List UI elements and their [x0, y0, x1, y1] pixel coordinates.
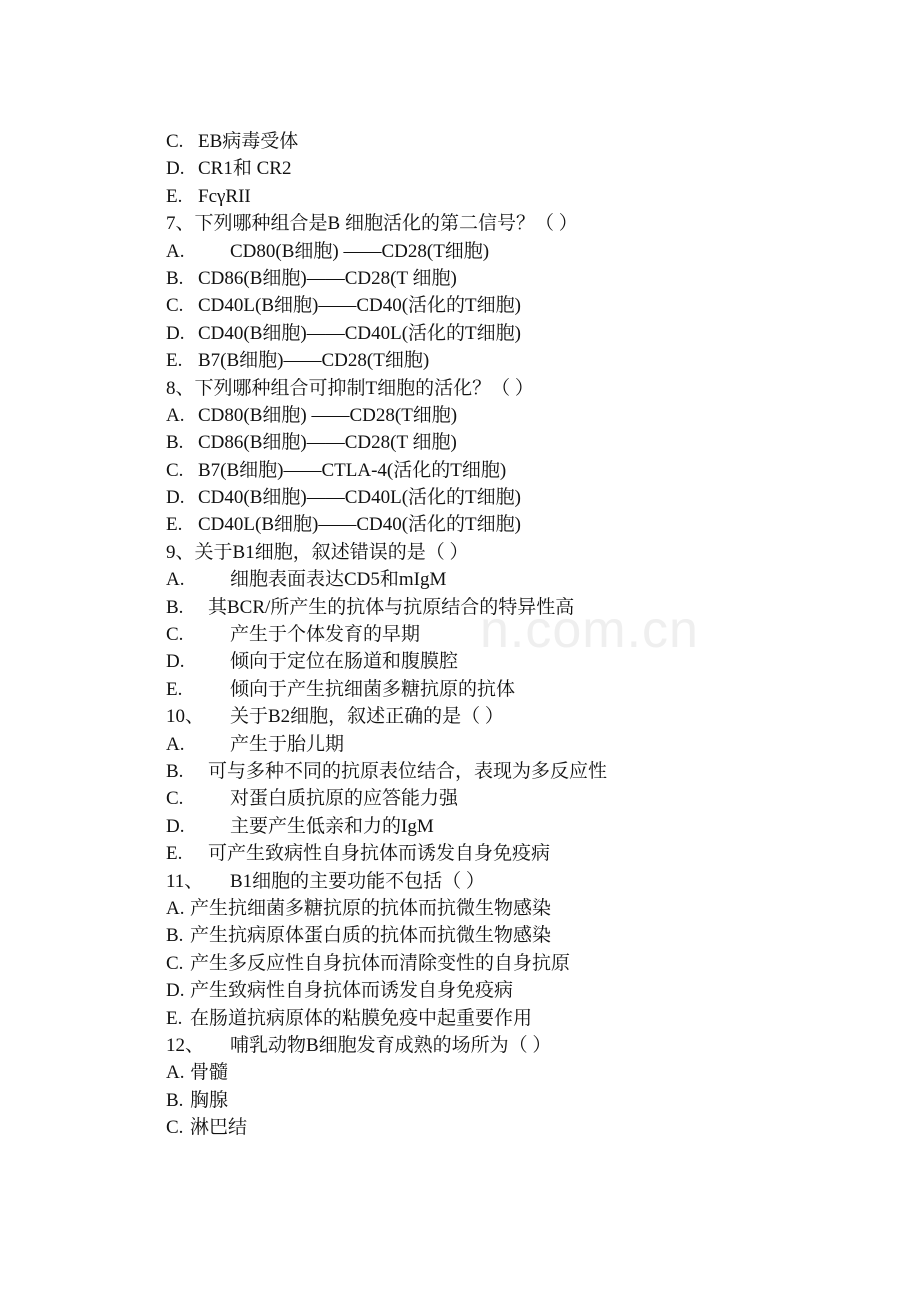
option-letter: D.	[166, 487, 185, 509]
option-text: CD80(B细胞) ——CD28(T细胞)	[198, 404, 458, 426]
option-text: CD86(B细胞)——CD28(T 细胞)	[198, 267, 457, 289]
option-text: 淋巴结	[190, 1117, 248, 1139]
option-text: 胸腺	[190, 1089, 229, 1111]
question-stem	[166, 539, 886, 566]
option-letter: E.	[166, 350, 183, 372]
answer-option	[166, 1114, 886, 1141]
answer-option	[166, 1005, 886, 1032]
option-text: 产生于胎儿期	[230, 733, 345, 755]
option-letter: B.	[166, 596, 184, 618]
option-text: 其BCR/所产生的抗体与抗原结合的特异性高	[208, 596, 575, 618]
option-text: 骨髓	[190, 1062, 229, 1084]
question-number: 10、	[166, 706, 205, 728]
question-number: 9、	[166, 541, 195, 563]
option-letter: B.	[166, 760, 184, 782]
option-letter: D.	[166, 651, 185, 673]
answer-option	[166, 950, 886, 977]
option-letter: E.	[166, 514, 183, 536]
option-text: CD40L(B细胞)——CD40(活化的T细胞)	[198, 295, 521, 317]
answer-option	[166, 895, 886, 922]
option-letter: C.	[166, 788, 184, 810]
answer-option	[166, 621, 886, 648]
option-letter: E.	[166, 1007, 183, 1029]
option-text: 倾向于产生抗细菌多糖抗原的抗体	[230, 678, 516, 700]
option-text: 倾向于定位在肠道和腹膜腔	[230, 651, 459, 673]
option-text: CR1和 CR2	[198, 158, 292, 180]
option-letter: D.	[166, 980, 185, 1002]
option-text: 产生于个体发育的早期	[230, 624, 421, 646]
answer-option	[166, 594, 886, 621]
option-text: CD80(B细胞) ——CD28(T细胞)	[230, 240, 490, 262]
option-text: CD40(B细胞)——CD40L(活化的T细胞)	[198, 322, 521, 344]
option-text: 可产生致病性自身抗体而诱发自身免疫病	[208, 843, 551, 865]
option-text: CD40(B细胞)——CD40L(活化的T细胞)	[198, 487, 521, 509]
question-text: 关于B1细胞，叙述错误的是（ ）	[194, 541, 469, 563]
answer-option	[166, 347, 886, 374]
answer-option	[166, 758, 886, 785]
answer-option	[166, 155, 886, 182]
question-text: 哺乳动物B细胞发育成熟的场所为（ ）	[230, 1034, 552, 1056]
watermark: n.com.cn	[480, 601, 699, 659]
option-letter: A.	[166, 569, 185, 591]
option-letter: C.	[166, 131, 184, 152]
option-text: FcγRII	[198, 185, 251, 207]
answer-option	[166, 731, 886, 758]
question-number: 11、	[166, 870, 204, 892]
answer-option	[166, 484, 886, 511]
option-letter: A.	[166, 404, 185, 426]
answer-option	[166, 840, 886, 867]
option-letter: A.	[166, 1062, 185, 1084]
option-text: CD86(B细胞)——CD28(T 细胞)	[198, 432, 457, 454]
option-text: 对蛋白质抗原的应答能力强	[230, 788, 459, 810]
option-text: 产生致病性自身抗体而诱发自身免疫病	[190, 980, 514, 1002]
question-stem	[166, 1032, 886, 1059]
option-letter: E.	[166, 843, 183, 865]
answer-option	[166, 183, 886, 210]
answer-option	[166, 785, 886, 812]
question-stem	[166, 703, 886, 730]
answer-option	[166, 402, 886, 429]
question-list	[166, 128, 886, 1141]
answer-option	[166, 1059, 886, 1086]
answer-option	[166, 511, 886, 538]
option-text: 细胞表面表达CD5和mIgM	[230, 569, 447, 591]
answer-option	[166, 292, 886, 319]
option-letter: D.	[166, 322, 185, 344]
option-text: EB病毒受体	[198, 131, 299, 152]
option-letter: E.	[166, 678, 183, 700]
question-stem	[166, 868, 886, 895]
answer-option	[166, 320, 886, 347]
question-stem	[166, 210, 886, 237]
question-text: B1细胞的主要功能不包括（ ）	[230, 870, 485, 892]
question-number: 12、	[166, 1034, 205, 1056]
option-text: 产生多反应性自身抗体而清除变性的自身抗原	[190, 952, 571, 974]
option-text: 可与多种不同的抗原表位结合，表现为多反应性	[208, 760, 608, 782]
answer-option	[166, 676, 886, 703]
option-text: 主要产生低亲和力的IgM	[230, 815, 434, 837]
option-text: B7(B细胞)——CD28(T细胞)	[198, 350, 430, 372]
answer-option	[166, 457, 886, 484]
option-letter: C.	[166, 1117, 184, 1139]
answer-option	[166, 238, 886, 265]
option-letter: A.	[166, 897, 185, 919]
question-stem	[166, 375, 886, 402]
answer-option	[166, 648, 886, 675]
option-letter: A.	[166, 240, 185, 262]
option-letter: B.	[166, 925, 184, 947]
question-text: 下列哪种组合可抑制T细胞的活化？（ ）	[194, 377, 534, 399]
answer-option	[166, 566, 886, 593]
option-letter: B.	[166, 1089, 184, 1111]
question-number: 8、	[166, 377, 195, 399]
option-text: 在肠道抗病原体的粘膜免疫中起重要作用	[190, 1007, 533, 1029]
option-text: CD40L(B细胞)——CD40(活化的T细胞)	[198, 514, 521, 536]
option-letter: E.	[166, 185, 183, 207]
answer-option	[166, 265, 886, 292]
option-letter: C.	[166, 624, 184, 646]
option-letter: C.	[166, 952, 184, 974]
answer-option	[166, 922, 886, 949]
question-text: 下列哪种组合是B 细胞活化的第二信号？（ ）	[194, 213, 578, 235]
option-text: B7(B细胞)——CTLA-4(活化的T细胞)	[198, 459, 507, 481]
answer-option	[166, 429, 886, 456]
question-number: 7、	[166, 213, 195, 235]
option-letter: D.	[166, 158, 185, 180]
option-letter: C.	[166, 459, 184, 481]
answer-option	[166, 128, 886, 155]
option-letter: A.	[166, 733, 185, 755]
option-text: 产生抗细菌多糖抗原的抗体而抗微生物感染	[190, 897, 552, 919]
answer-option	[166, 977, 886, 1004]
question-text: 关于B2细胞，叙述正确的是（ ）	[230, 706, 504, 728]
option-text: 产生抗病原体蛋白质的抗体而抗微生物感染	[190, 925, 552, 947]
option-letter: B.	[166, 267, 184, 289]
option-letter: C.	[166, 295, 184, 317]
answer-option	[166, 813, 886, 840]
option-letter: D.	[166, 815, 185, 837]
answer-option	[166, 1087, 886, 1114]
option-letter: B.	[166, 432, 184, 454]
